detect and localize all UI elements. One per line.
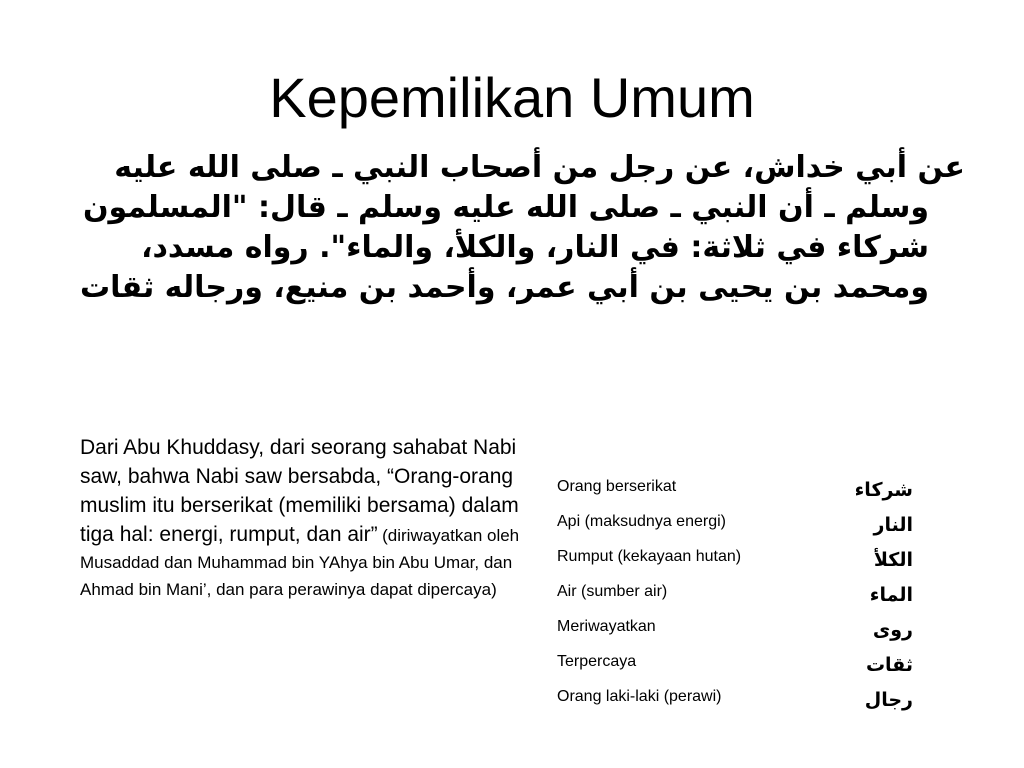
glossary-arabic-word: النار (873, 514, 913, 536)
translation-main-text: Dari Abu Khuddasy, dari seorang sahabat Nabi saw, bahwa Nabi saw bersabda, “Orang-orang muslim itu berserikat (memiliki bersama) dalam tiga hal: energi, rumput, dan air” (80, 436, 519, 546)
hadith-arabic-text (60, 148, 965, 308)
glossary-row (557, 650, 917, 685)
glossary-arabic-word: الماء (869, 584, 913, 606)
glossary-arabic-word: شركاء (854, 479, 913, 501)
glossary-row (557, 475, 917, 510)
glossary-term: Meriwayatkan (557, 618, 656, 635)
glossary-row (557, 510, 917, 545)
translation-narrator-note: (diriwayatkan oleh Musaddad dan Muhammad bin YAhya bin Abu Umar, dan Ahmad bin Mani’, dan para perawinya dapat dipercaya) (80, 526, 520, 599)
glossary-row (557, 615, 917, 650)
hadith-arabic-line-1: عن أبي خداش، عن رجل من أصحاب النبي ـ صلى الله عليه (114, 150, 965, 185)
glossary-term: Api (maksudnya energi) (557, 513, 726, 530)
slide-title: Kepemilikan Umum (269, 66, 755, 129)
glossary-arabic-word: رجال (864, 689, 913, 711)
glossary-row (557, 545, 917, 580)
glossary-term: Air (sumber air) (557, 583, 668, 600)
glossary-row (557, 685, 917, 720)
glossary-term: Orang laki-laki (perawi) (557, 688, 722, 705)
glossary-arabic-word: الكلأ (873, 549, 913, 571)
glossary-list (557, 475, 917, 720)
glossary-arabic-word: ثقات (865, 654, 913, 676)
glossary-term: Rumput (kekayaan hutan) (557, 548, 742, 565)
glossary-arabic-word: روى (872, 619, 913, 641)
hadith-arabic-continuation: وسلم ـ أن النبي ـ صلى الله عليه وسلم ـ قال: "المسلمون شركاء في ثلاثة: في النار، والكلأ، والماء". رواه مسدد، ومحمد بن يحيى بن أبي عمر، وأحمد بن منيع، ورجاله ثقات (79, 190, 929, 305)
glossary-row (557, 580, 917, 615)
glossary-term: Terpercaya (557, 653, 637, 670)
glossary-term: Orang berserikat (557, 478, 677, 495)
hadith-translation (80, 433, 520, 603)
